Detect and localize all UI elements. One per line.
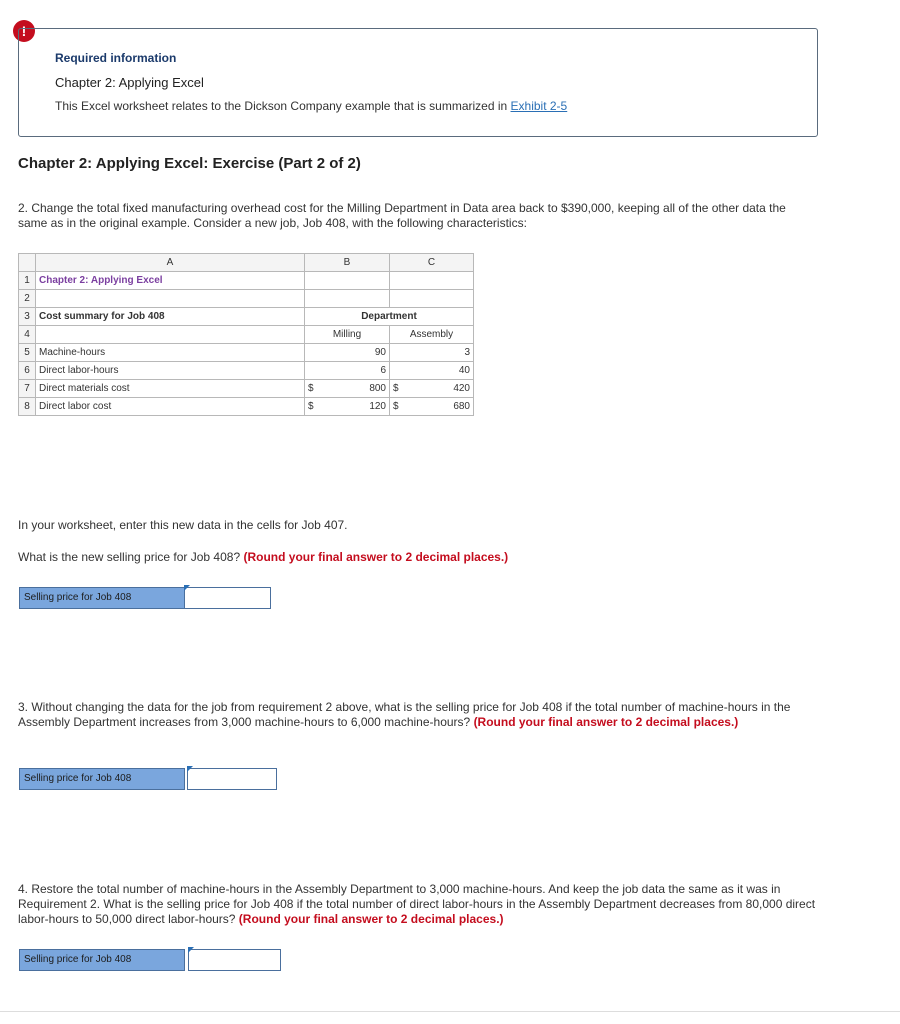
exercise-title: Chapter 2: Applying Excel: Exercise (Part 2 of 2) bbox=[18, 155, 361, 172]
cell bbox=[390, 272, 474, 290]
dollar-sign: $ bbox=[393, 401, 399, 412]
cost-summary-cell: Cost summary for Job 408 bbox=[36, 308, 305, 326]
cell bbox=[36, 326, 305, 344]
row-number: 3 bbox=[19, 308, 36, 326]
question-3-prompt-text: 3. Without changing the data for the job from requirement 2 above, what is the selling price for Job 408 if the total number of machine-hours in the Assembly Department increases from 3,000 machine-hours to 6,000 machine-hours? bbox=[18, 700, 791, 729]
input-marker-icon bbox=[187, 766, 193, 772]
row-number: 1 bbox=[19, 272, 36, 290]
answer-label: Selling price for Job 408 bbox=[19, 587, 185, 609]
dollar-sign: $ bbox=[308, 401, 314, 412]
info-description bbox=[55, 99, 567, 113]
row-number: 2 bbox=[19, 290, 36, 308]
milling-direct-materials-cost bbox=[305, 380, 390, 398]
assembly-machine-hours: 3 bbox=[390, 344, 474, 362]
row-number: 4 bbox=[19, 326, 36, 344]
amount: 420 bbox=[453, 383, 470, 394]
exhibit-link[interactable]: Exhibit 2-5 bbox=[510, 99, 568, 113]
row-number: 7 bbox=[19, 380, 36, 398]
milling-header-cell: Milling bbox=[305, 326, 390, 344]
cell bbox=[305, 290, 390, 308]
sheet-corner bbox=[19, 254, 36, 272]
col-header-a: A bbox=[36, 254, 305, 272]
selling-price-input-q2[interactable] bbox=[184, 587, 271, 609]
department-header-cell: Department bbox=[305, 308, 474, 326]
answer-label: Selling price for Job 408 bbox=[19, 949, 185, 971]
question-3-text bbox=[18, 700, 818, 730]
row-number: 6 bbox=[19, 362, 36, 380]
sheet-title-cell: Chapter 2: Applying Excel bbox=[36, 272, 305, 290]
row-number: 8 bbox=[19, 398, 36, 416]
col-header-c: C bbox=[390, 254, 474, 272]
question-2-prompt bbox=[18, 550, 818, 565]
cell bbox=[36, 290, 305, 308]
dollar-sign: $ bbox=[308, 383, 314, 394]
question-4-text bbox=[18, 882, 818, 927]
question-4-prompt-text: 4. Restore the total number of machine-hours in the Assembly Department to 3,000 machine-hours. And keep the job data the same as it was in Requirement 2. What is the selling price for Job 408 if the total number of direct labor-hours in the Assembly Department decreases from 80,000 direct labor-hours to 50,000 direct labor-hours? bbox=[18, 882, 816, 926]
machine-hours-label: Machine-hours bbox=[36, 344, 305, 362]
answer-label: Selling price for Job 408 bbox=[19, 768, 185, 790]
amount: 800 bbox=[369, 383, 386, 394]
input-marker-icon bbox=[184, 585, 190, 591]
selling-price-input-q4[interactable] bbox=[188, 949, 281, 971]
dollar-sign: $ bbox=[393, 383, 399, 394]
input-marker-icon bbox=[188, 947, 194, 953]
direct-labor-hours-label: Direct labor-hours bbox=[36, 362, 305, 380]
milling-direct-labor-cost bbox=[305, 398, 390, 416]
assembly-header-cell: Assembly bbox=[390, 326, 474, 344]
assembly-direct-materials-cost bbox=[390, 380, 474, 398]
direct-materials-cost-label: Direct materials cost bbox=[36, 380, 305, 398]
direct-labor-cost-label: Direct labor cost bbox=[36, 398, 305, 416]
enter-data-instruction: In your worksheet, enter this new data in the cells for Job 407. bbox=[18, 518, 348, 532]
milling-direct-labor-hours: 6 bbox=[305, 362, 390, 380]
assembly-direct-labor-hours: 40 bbox=[390, 362, 474, 380]
row-number: 5 bbox=[19, 344, 36, 362]
footer-divider bbox=[0, 1011, 900, 1012]
info-description-text: This Excel worksheet relates to the Dickson Company example that is summarized in bbox=[55, 99, 511, 113]
info-chapter-title: Chapter 2: Applying Excel bbox=[55, 75, 204, 90]
rounding-instruction: (Round your final answer to 2 decimal places.) bbox=[473, 715, 739, 729]
assembly-direct-labor-cost bbox=[390, 398, 474, 416]
excel-worksheet bbox=[18, 253, 474, 416]
alert-icon: ! bbox=[13, 20, 35, 42]
required-info-box bbox=[18, 28, 818, 137]
cell bbox=[305, 272, 390, 290]
amount: 680 bbox=[453, 401, 470, 412]
amount: 120 bbox=[369, 401, 386, 412]
cell bbox=[390, 290, 474, 308]
required-info-heading: Required information bbox=[55, 51, 177, 65]
rounding-instruction: (Round your final answer to 2 decimal places.) bbox=[238, 912, 504, 926]
milling-machine-hours: 90 bbox=[305, 344, 390, 362]
col-header-b: B bbox=[305, 254, 390, 272]
selling-price-input-q3[interactable] bbox=[187, 768, 277, 790]
question-2-text: 2. Change the total fixed manufacturing overhead cost for the Milling Department in Data area back to $390,000, keeping all of the other data the same as in the original example. Consider a new job, Job 408, with the following characteristics: bbox=[18, 201, 786, 230]
question-2-prompt-text: What is the new selling price for Job 408? bbox=[18, 550, 244, 564]
rounding-instruction: (Round your final answer to 2 decimal places.) bbox=[243, 550, 509, 564]
